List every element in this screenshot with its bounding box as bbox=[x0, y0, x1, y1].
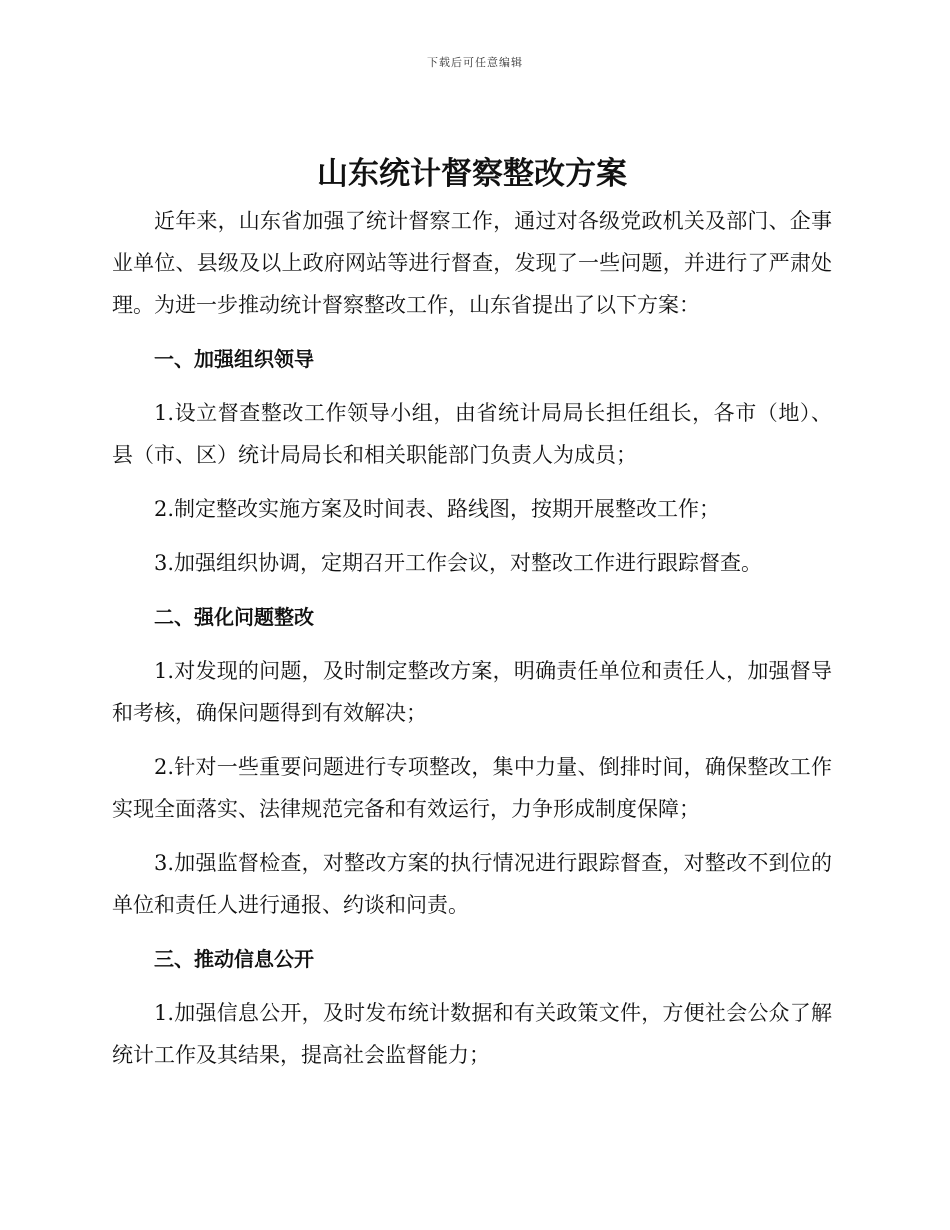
list-item: 1.设立督查整改工作领导小组，由省统计局局长担任组长，各市（地）、县（市、区）统计局局长和相关职能部门负责人为成员； bbox=[112, 401, 832, 467]
list-item: 3.加强组织协调，定期召开工作会议，对整改工作进行跟踪督查。 bbox=[154, 551, 763, 575]
list-item: 2.制定整改实施方案及时间表、路线图，按期开展整改工作； bbox=[154, 497, 721, 521]
list-item: 1.对发现的问题，及时制定整改方案，明确责任单位和责任人，加强督导和考核，确保问题得到有效解决； bbox=[112, 659, 832, 725]
intro-paragraph: 近年来，山东省加强了统计督察工作，通过对各级党政机关及部门、企事业单位、县级及以上政府网站等进行督查，发现了一些问题，并进行了严肃处理。为进一步推动统计督察整改工作，山东省提出了以下方案： bbox=[112, 209, 832, 317]
section-heading: 一、加强组织领导 bbox=[154, 347, 314, 371]
section-heading: 三、推动信息公开 bbox=[154, 947, 314, 971]
section-1 bbox=[112, 338, 832, 584]
list-item: 1.加强信息公开，及时发布统计数据和有关政策文件，方便社会公众了解统计工作及其结果，提高社会监督能力； bbox=[112, 1001, 832, 1067]
section-2 bbox=[112, 596, 832, 926]
list-item: 2.针对一些重要问题进行专项整改，集中力量、倒排时间，确保整改工作实现全面落实、法律规范完备和有效运行，力争形成制度保障； bbox=[112, 755, 832, 821]
section-3 bbox=[112, 938, 832, 1076]
list-item: 3.加强监督检查，对整改方案的执行情况进行跟踪督查，对整改不到位的单位和责任人进行通报、约谈和问责。 bbox=[112, 851, 832, 917]
header-note: 下载后可任意编辑 bbox=[427, 56, 523, 69]
document-body bbox=[112, 148, 832, 1076]
section-heading: 二、强化问题整改 bbox=[154, 605, 314, 629]
document-title: 山东统计督察整改方案 bbox=[317, 156, 627, 192]
